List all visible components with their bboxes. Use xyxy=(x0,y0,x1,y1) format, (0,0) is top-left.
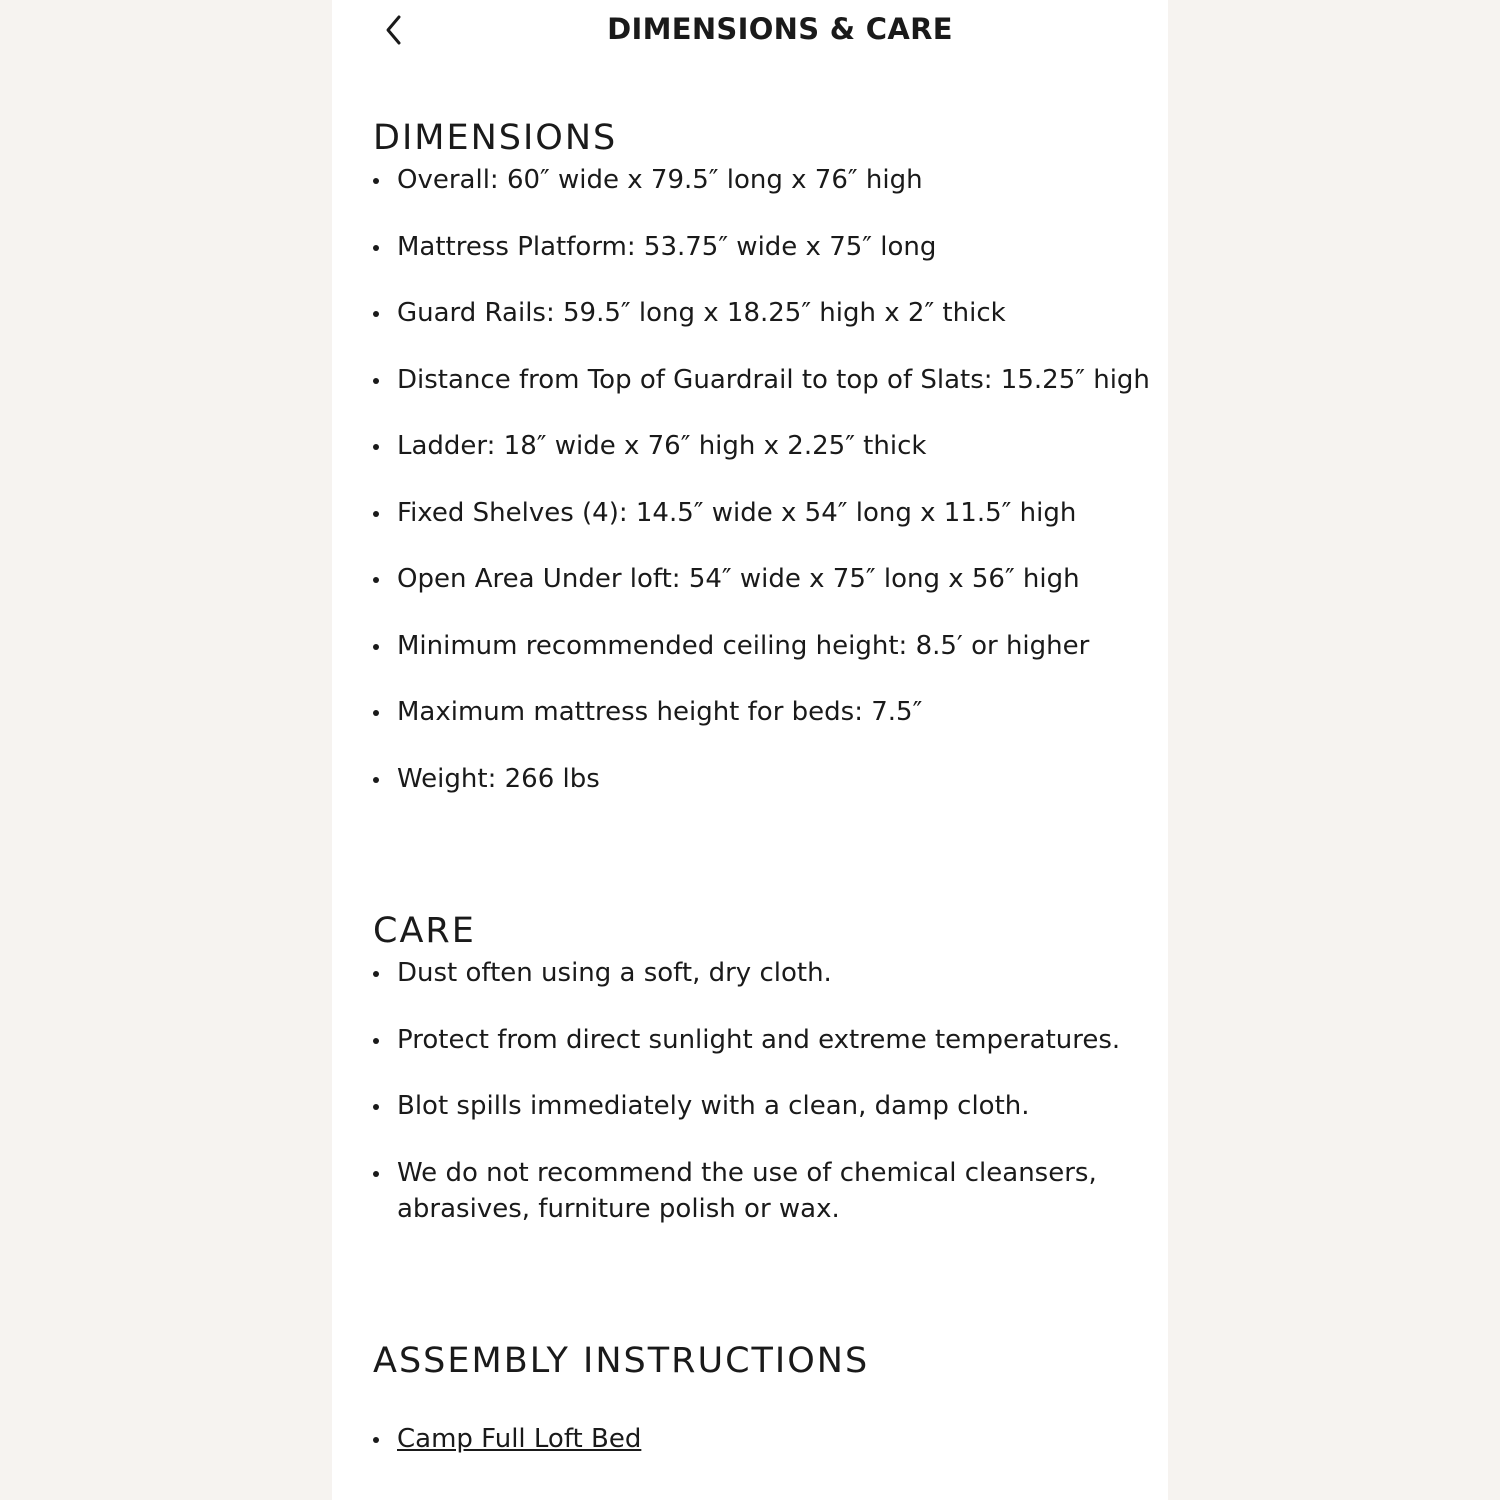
page-title: DIMENSIONS & CARE xyxy=(607,12,953,46)
list-item: We do not recommend the use of chemical cleansers, abrasives, furniture polish or wax. xyxy=(373,1155,1157,1227)
list-item: Fixed Shelves (4): 14.5″ wide x 54″ long x 11.5″ high xyxy=(373,495,1150,531)
list-item: Overall: 60″ wide x 79.5″ long x 76″ high xyxy=(373,162,1150,198)
care-heading: CARE xyxy=(373,911,476,951)
list-item: Minimum recommended ceiling height: 8.5′ or higher xyxy=(373,628,1150,664)
list-item xyxy=(373,1421,641,1457)
list-item: Distance from Top of Guardrail to top of Slats: 15.25″ high xyxy=(373,362,1150,398)
assembly-list xyxy=(373,1421,641,1488)
dimensions-heading: DIMENSIONS xyxy=(373,118,618,158)
phone-screen xyxy=(332,0,1168,1500)
list-item: Protect from direct sunlight and extreme temperatures. xyxy=(373,1022,1157,1058)
header xyxy=(332,0,1168,62)
assembly-heading: ASSEMBLY INSTRUCTIONS xyxy=(373,1341,870,1381)
care-list xyxy=(373,955,1157,1257)
list-item: Ladder: 18″ wide x 76″ high x 2.25″ thick xyxy=(373,428,1150,464)
assembly-instructions-link[interactable]: Camp Full Loft Bed xyxy=(397,1424,642,1454)
list-item: Guard Rails: 59.5″ long x 18.25″ high x 2″ thick xyxy=(373,295,1150,331)
list-item: Mattress Platform: 53.75″ wide x 75″ long xyxy=(373,229,1150,265)
dimensions-list xyxy=(373,162,1150,827)
list-item: Maximum mattress height for beds: 7.5″ xyxy=(373,694,1150,730)
list-item: Dust often using a soft, dry cloth. xyxy=(373,955,1157,991)
list-item: Blot spills immediately with a clean, damp cloth. xyxy=(373,1088,1157,1124)
list-item: Open Area Under loft: 54″ wide x 75″ long x 56″ high xyxy=(373,561,1150,597)
list-item: Weight: 266 lbs xyxy=(373,761,1150,797)
